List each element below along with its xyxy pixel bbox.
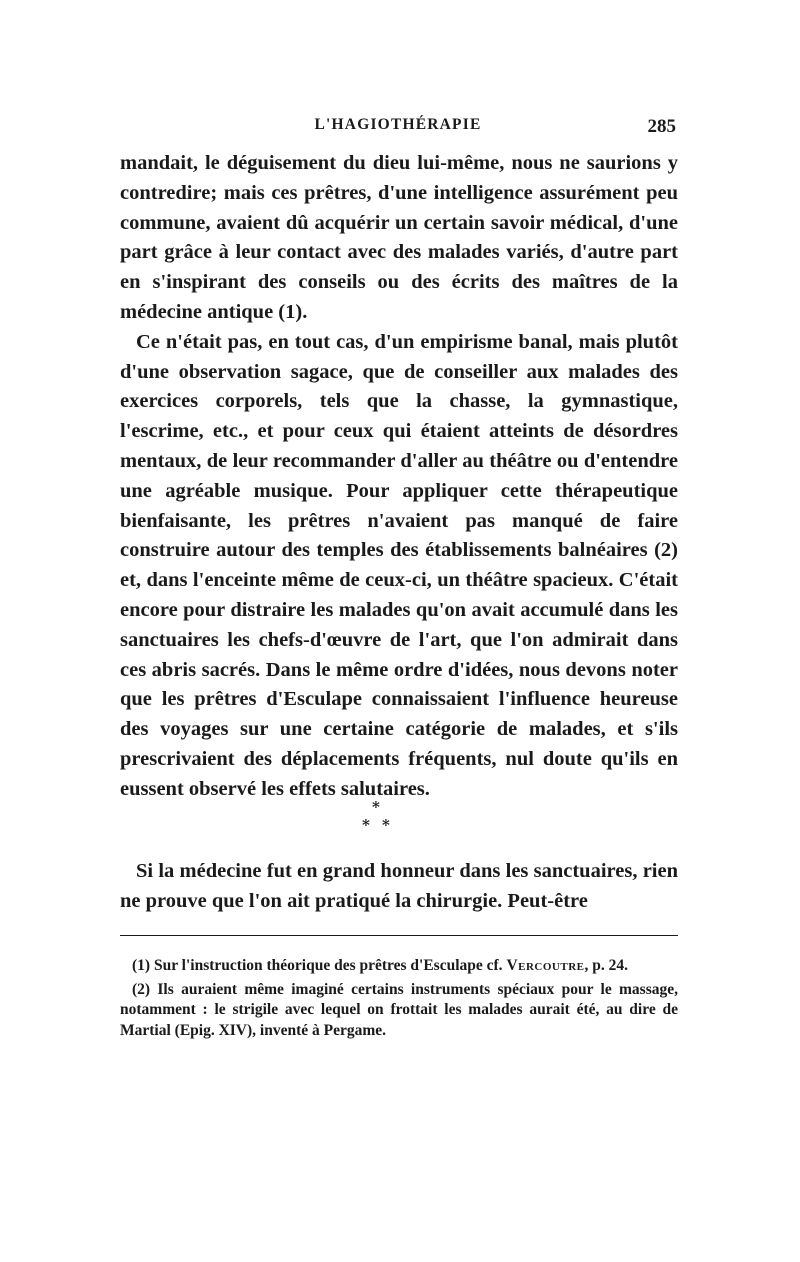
paragraph-3: Si la médecine fut en grand honneur dans les sanctuaires, rien ne prouve que l'on ait pratiqué la chirurgie. Peut-être bbox=[120, 860, 678, 912]
footnote-1-text: (1) Sur l'instruction théorique des prêtres d'Esculape cf. bbox=[132, 957, 507, 974]
main-text bbox=[120, 149, 678, 805]
page-number: 285 bbox=[647, 116, 676, 137]
asterism-separator bbox=[360, 798, 420, 838]
main-text-continued bbox=[120, 857, 678, 917]
paragraph-1: mandait, le déguisement du dieu lui-même, nous ne saurions y contredire; mais ces prêtres, d'une intelligence assurément peu commune, avaient dû acquérir un certain savoir médical, d'une part grâce à leur contact avec des malades variés, d'autre part en s'inspirant des conseils ou des écrits des maîtres de la médecine antique (1). bbox=[120, 152, 678, 323]
asterism-star-left: * bbox=[362, 816, 370, 834]
footnote-2: (2) Ils auraient même imaginé certains instruments spéciaux pour le massage, notamment : le strigile avec lequel on frottait les malades aurait été, au dire de Martial (Epig. XIV), inventé à Pergame. bbox=[120, 980, 678, 1039]
footnote-rule bbox=[120, 935, 678, 936]
asterism-star-top: * bbox=[372, 798, 380, 816]
footnotes bbox=[120, 956, 678, 1044]
running-title: L'HAGIOTHÉRAPIE bbox=[314, 116, 482, 133]
footnote-1 bbox=[120, 956, 678, 977]
footnote-1-author: Vercoutre bbox=[506, 957, 585, 974]
asterism-star-right: * bbox=[382, 816, 390, 834]
paragraph-2: Ce n'était pas, en tout cas, d'un empirisme banal, mais plutôt d'une observation sagace, que de conseiller aux malades des exercices corporels, tels que la chasse, la gymnastique, l'escrime, etc., et pour ceux qui étaient atteints de désordres mentaux, de leur recommander d'aller au théâtre ou d'entendre une agréable musique. Pour appliquer cette thérapeutique bienfaisante, les prêtres n'avaient pas manqué de faire construire autour des temples des établissements balnéaires (2) et, dans l'enceinte même de ceux-ci, un théâtre spacieux. C'était encore pour distraire les malades qu'on avait accumulé dans les sanctuaires les chefs-d'œuvre de l'art, que l'on admirait dans ces abris sacrés. Dans le même ordre d'idées, nous devons noter que les prêtres d'Esculape connaissaient l'influence heureuse des voyages sur une certaine catégorie de malades, et s'ils prescrivaient des déplacements fréquents, nul doute qu'ils en eussent observé les effets salutaires. bbox=[120, 330, 678, 800]
footnote-1-tail: , p. 24. bbox=[584, 957, 628, 974]
page-header bbox=[120, 116, 676, 140]
